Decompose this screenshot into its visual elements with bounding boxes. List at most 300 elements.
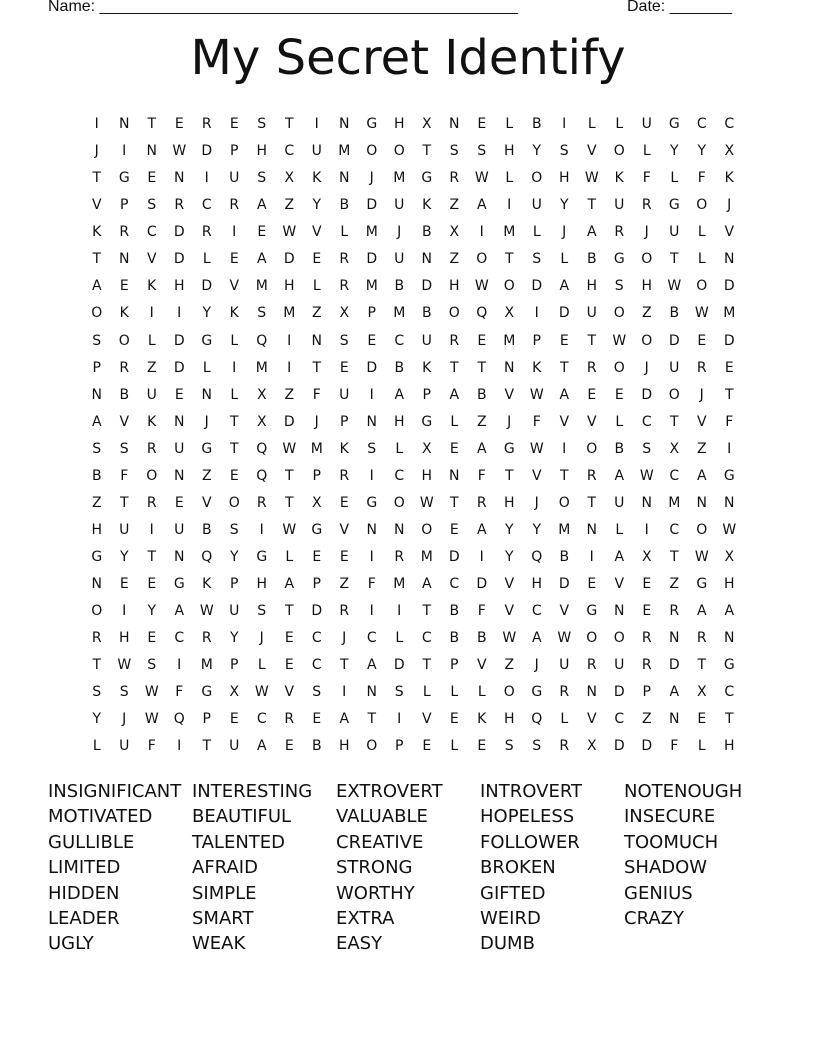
grid-letter: V bbox=[284, 684, 295, 701]
grid-letter: O bbox=[366, 143, 378, 160]
grid-letter: M bbox=[668, 494, 681, 511]
grid-letter: G bbox=[201, 332, 213, 349]
grid-letter: W bbox=[639, 467, 654, 484]
grid-letter: R bbox=[476, 494, 487, 511]
grid-letter: A bbox=[256, 738, 267, 755]
grid-letter: Y bbox=[92, 711, 102, 728]
grid-letter: Y bbox=[119, 549, 129, 565]
grid-letter: T bbox=[669, 549, 679, 565]
word-bank-item: EASY bbox=[336, 933, 383, 955]
grid-letter: L bbox=[505, 116, 514, 132]
grid-row bbox=[83, 358, 743, 385]
grid-letter: M bbox=[558, 521, 571, 538]
grid-letter: G bbox=[531, 684, 543, 701]
grid-letter: U bbox=[614, 494, 625, 511]
grid-letter: R bbox=[559, 684, 570, 701]
grid-letter: H bbox=[723, 738, 735, 755]
grid-letter: E bbox=[449, 440, 459, 457]
grid-letter: H bbox=[421, 467, 433, 484]
grid-letter: D bbox=[613, 738, 625, 755]
grid-letter: Z bbox=[146, 359, 157, 376]
grid-letter: O bbox=[146, 467, 158, 484]
grid-letter: N bbox=[586, 521, 597, 538]
grid-letter: G bbox=[668, 116, 680, 132]
grid-letter: J bbox=[397, 224, 402, 241]
word-bank-item: NOTENOUGH bbox=[624, 781, 743, 802]
grid-letter: I bbox=[287, 332, 292, 349]
grid-letter: D bbox=[723, 278, 735, 295]
grid-letter: M bbox=[393, 305, 406, 322]
grid-letter: B bbox=[201, 521, 212, 538]
grid-letter: T bbox=[284, 116, 294, 132]
grid-letter: I bbox=[177, 657, 182, 674]
grid-letter: N bbox=[311, 332, 322, 349]
grid-letter: N bbox=[586, 684, 597, 701]
grid-letter: E bbox=[284, 738, 294, 755]
word-bank-item: SHADOW bbox=[624, 857, 708, 879]
grid-letter: A bbox=[586, 224, 597, 241]
grid-letter: L bbox=[147, 332, 156, 349]
grid-letter: P bbox=[642, 684, 651, 701]
grid-letter: R bbox=[641, 657, 652, 674]
grid-letter: C bbox=[696, 116, 707, 132]
grid-letter: L bbox=[615, 521, 624, 538]
grid-letter: X bbox=[311, 494, 322, 511]
grid-letter: H bbox=[256, 576, 268, 593]
grid-letter: D bbox=[641, 738, 653, 755]
grid-letter: U bbox=[669, 224, 680, 241]
grid-letter: Y bbox=[532, 521, 542, 538]
grid-letter: D bbox=[531, 278, 543, 295]
grid-letter: D bbox=[173, 224, 185, 241]
grid-letter: G bbox=[586, 603, 598, 620]
grid-letter: F bbox=[532, 413, 541, 430]
grid-letter: A bbox=[724, 603, 735, 620]
grid-letter: G bbox=[723, 467, 735, 484]
grid-letter: U bbox=[311, 143, 322, 160]
grid-letter: K bbox=[532, 359, 542, 376]
grid-letter: K bbox=[147, 413, 157, 430]
grid-letter: A bbox=[174, 603, 185, 620]
grid-letter: K bbox=[339, 440, 349, 457]
grid-letter: C bbox=[449, 576, 460, 593]
grid-letter: N bbox=[201, 386, 212, 403]
grid-letter: Q bbox=[173, 711, 185, 728]
grid-letter: G bbox=[173, 576, 185, 593]
grid-letter: K bbox=[477, 711, 487, 728]
grid-letter: G bbox=[366, 494, 378, 511]
grid-letter: D bbox=[283, 251, 295, 268]
grid-letter: Q bbox=[476, 305, 488, 322]
grid-letter: O bbox=[118, 332, 130, 349]
grid-letter: L bbox=[230, 386, 239, 403]
grid-letter: I bbox=[589, 549, 594, 565]
grid-letter: R bbox=[146, 494, 157, 511]
word-bank-item: WEIRD bbox=[480, 907, 541, 929]
grid-letter: V bbox=[421, 711, 432, 728]
grid-letter: O bbox=[668, 386, 680, 403]
grid-letter: E bbox=[477, 738, 487, 755]
grid-letter: R bbox=[449, 170, 460, 187]
grid-letter: D bbox=[173, 332, 185, 349]
grid-letter: C bbox=[284, 143, 295, 160]
grid-letter: T bbox=[559, 359, 569, 376]
grid-letter: I bbox=[232, 224, 237, 241]
grid-letter: B bbox=[421, 305, 432, 322]
word-bank-item: VALUABLE bbox=[336, 806, 428, 828]
grid-letter: I bbox=[369, 467, 374, 484]
grid-letter: S bbox=[642, 440, 652, 457]
grid-letter: X bbox=[284, 170, 295, 187]
grid-letter: E bbox=[724, 359, 734, 376]
grid-letter: E bbox=[284, 630, 294, 647]
grid-letter: M bbox=[310, 440, 323, 457]
grid-letter: B bbox=[614, 440, 625, 457]
grid-letter: X bbox=[641, 549, 652, 565]
grid-letter: N bbox=[174, 467, 185, 484]
grid-letter: C bbox=[146, 224, 157, 241]
word-bank-row bbox=[48, 780, 768, 805]
grid-letter: S bbox=[504, 738, 514, 755]
grid-row bbox=[83, 628, 743, 655]
grid-letter: J bbox=[122, 711, 127, 728]
grid-letter: S bbox=[92, 440, 102, 457]
grid-letter: J bbox=[562, 224, 567, 241]
grid-letter: V bbox=[696, 413, 707, 430]
grid-letter: M bbox=[503, 224, 516, 241]
grid-letter: B bbox=[449, 630, 460, 647]
grid-letter: E bbox=[559, 332, 569, 349]
grid-letter: L bbox=[642, 143, 651, 160]
grid-letter: U bbox=[641, 116, 652, 132]
grid-letter: V bbox=[504, 386, 515, 403]
grid-row bbox=[83, 141, 743, 168]
grid-letter: I bbox=[259, 521, 264, 538]
grid-letter: Y bbox=[229, 630, 239, 647]
grid-letter: Y bbox=[669, 143, 679, 160]
grid-letter: H bbox=[586, 278, 598, 295]
grid-letter: I bbox=[479, 549, 484, 565]
grid-letter: X bbox=[696, 684, 707, 701]
grid-letter: G bbox=[668, 197, 680, 214]
grid-letter: W bbox=[694, 305, 709, 322]
grid-letter: U bbox=[146, 386, 157, 403]
grid-letter: Z bbox=[504, 657, 515, 674]
grid-letter: N bbox=[339, 116, 350, 132]
grid-letter: W bbox=[419, 494, 434, 511]
grid-letter: W bbox=[612, 332, 627, 349]
grid-letter: R bbox=[174, 197, 185, 214]
grid-letter: W bbox=[694, 549, 709, 565]
grid-letter: E bbox=[229, 116, 239, 132]
grid-letter: Z bbox=[91, 494, 102, 511]
grid-letter: R bbox=[119, 224, 130, 241]
grid-letter: M bbox=[200, 657, 213, 674]
grid-letter: G bbox=[91, 549, 103, 565]
grid-letter: U bbox=[421, 332, 432, 349]
grid-letter: S bbox=[367, 440, 377, 457]
grid-letter: I bbox=[479, 224, 484, 241]
grid-letter: N bbox=[339, 170, 350, 187]
grid-letter: C bbox=[641, 413, 652, 430]
grid-letter: Z bbox=[311, 305, 322, 322]
grid-letter: X bbox=[586, 738, 597, 755]
page-title: My Secret Identify bbox=[190, 30, 626, 86]
grid-letter: O bbox=[448, 305, 460, 322]
grid-letter: G bbox=[421, 413, 433, 430]
grid-letter: E bbox=[174, 116, 184, 132]
grid-letter: K bbox=[724, 170, 734, 187]
grid-letter: S bbox=[92, 332, 102, 349]
grid-letter: S bbox=[477, 143, 487, 160]
grid-letter: P bbox=[230, 143, 239, 160]
word-bank-item: LEADER bbox=[48, 907, 120, 929]
grid-letter: G bbox=[723, 657, 735, 674]
grid-letter: J bbox=[644, 359, 649, 376]
grid-letter: E bbox=[312, 549, 322, 565]
grid-letter: U bbox=[559, 657, 570, 674]
grid-letter: U bbox=[394, 251, 405, 268]
grid-letter: C bbox=[256, 711, 267, 728]
grid-letter: E bbox=[422, 738, 432, 755]
word-bank-item: MOTIVATED bbox=[48, 806, 153, 828]
grid-letter: V bbox=[119, 413, 130, 430]
grid-letter: E bbox=[642, 603, 652, 620]
grid-letter: P bbox=[120, 197, 129, 214]
grid-letter: S bbox=[257, 603, 267, 620]
grid-letter: B bbox=[559, 549, 570, 565]
grid-row bbox=[83, 168, 743, 195]
grid-letter: M bbox=[393, 576, 406, 593]
grid-letter: N bbox=[174, 413, 185, 430]
grid-letter: P bbox=[532, 332, 541, 349]
grid-letter: E bbox=[284, 657, 294, 674]
grid-letter: M bbox=[283, 305, 296, 322]
grid-letter: B bbox=[394, 359, 405, 376]
grid-letter: K bbox=[147, 278, 157, 295]
grid-letter: O bbox=[696, 521, 708, 538]
grid-letter: H bbox=[503, 711, 515, 728]
grid-letter: C bbox=[531, 603, 542, 620]
grid-letter: V bbox=[201, 494, 212, 511]
letter-grid bbox=[83, 114, 743, 764]
grid-letter: E bbox=[614, 386, 624, 403]
grid-letter: T bbox=[284, 467, 294, 484]
grid-letter: F bbox=[642, 170, 651, 187]
word-bank-item: GENIUS bbox=[624, 882, 693, 904]
grid-letter: U bbox=[119, 738, 130, 755]
grid-letter: S bbox=[257, 170, 267, 187]
grid-letter: P bbox=[340, 413, 349, 430]
grid-letter: P bbox=[422, 386, 431, 403]
grid-letter: E bbox=[147, 170, 157, 187]
grid-letter: W bbox=[282, 440, 297, 457]
grid-letter: A bbox=[476, 521, 487, 538]
word-bank-item: FOLLOWER bbox=[480, 831, 580, 853]
grid-letter: D bbox=[558, 576, 570, 593]
grid-letter: O bbox=[558, 494, 570, 511]
grid-letter: S bbox=[614, 278, 624, 295]
grid-letter: C bbox=[174, 630, 185, 647]
grid-letter: U bbox=[229, 170, 240, 187]
grid-letter: R bbox=[256, 494, 267, 511]
grid-letter: T bbox=[504, 467, 514, 484]
grid-letter: W bbox=[282, 521, 297, 538]
grid-letter: B bbox=[586, 251, 597, 268]
grid-letter: O bbox=[503, 684, 515, 701]
grid-letter: W bbox=[144, 684, 159, 701]
grid-letter: K bbox=[119, 305, 129, 322]
grid-letter: V bbox=[559, 603, 570, 620]
grid-letter: W bbox=[557, 630, 572, 647]
grid-letter: S bbox=[559, 143, 569, 160]
grid-letter: E bbox=[229, 711, 239, 728]
grid-letter: H bbox=[641, 278, 653, 295]
word-bank-row bbox=[48, 805, 768, 830]
grid-letter: K bbox=[92, 224, 102, 241]
grid-letter: Z bbox=[201, 467, 212, 484]
grid-letter: R bbox=[586, 657, 597, 674]
grid-letter: O bbox=[366, 738, 378, 755]
grid-letter: U bbox=[669, 359, 680, 376]
grid-letter: T bbox=[504, 251, 514, 268]
grid-letter: R bbox=[119, 359, 130, 376]
word-bank-item: INSECURE bbox=[624, 806, 716, 828]
grid-letter: Z bbox=[449, 197, 460, 214]
grid-letter: A bbox=[476, 197, 487, 214]
grid-letter: R bbox=[339, 278, 350, 295]
grid-letter: T bbox=[422, 657, 432, 674]
grid-letter: L bbox=[587, 116, 596, 132]
grid-letter: N bbox=[614, 603, 625, 620]
grid-letter: R bbox=[394, 549, 405, 565]
word-bank-item: GULLIBLE bbox=[48, 831, 135, 853]
grid-letter: C bbox=[421, 630, 432, 647]
grid-letter: V bbox=[91, 197, 102, 214]
grid-letter: A bbox=[669, 684, 680, 701]
grid-letter: E bbox=[449, 521, 459, 538]
grid-letter: H bbox=[723, 576, 735, 593]
grid-letter: L bbox=[230, 332, 239, 349]
grid-letter: J bbox=[699, 386, 704, 403]
word-bank-item: GIFTED bbox=[480, 882, 546, 904]
grid-letter: C bbox=[669, 521, 680, 538]
word-bank-item: INSIGNIFICANT bbox=[48, 781, 182, 802]
grid-letter: T bbox=[147, 116, 157, 132]
grid-letter: J bbox=[534, 494, 539, 511]
grid-letter: Y bbox=[229, 549, 239, 565]
word-bank-item: SIMPLE bbox=[192, 882, 257, 904]
grid-letter: M bbox=[255, 278, 268, 295]
grid-letter: W bbox=[722, 521, 737, 538]
grid-letter: R bbox=[669, 603, 680, 620]
grid-letter: N bbox=[174, 549, 185, 565]
grid-letter: X bbox=[724, 143, 735, 160]
grid-letter: I bbox=[314, 116, 319, 132]
grid-letter: W bbox=[474, 170, 489, 187]
grid-letter: J bbox=[94, 143, 99, 160]
grid-letter: L bbox=[477, 684, 486, 701]
grid-letter: R bbox=[696, 630, 707, 647]
grid-letter: Z bbox=[669, 576, 680, 593]
grid-letter: F bbox=[120, 467, 129, 484]
grid-letter: H bbox=[393, 116, 405, 132]
grid-letter: L bbox=[697, 224, 706, 241]
grid-letter: R bbox=[641, 197, 652, 214]
grid-letter: R bbox=[696, 359, 707, 376]
word-bank-item: EXTROVERT bbox=[336, 781, 443, 802]
grid-letter: S bbox=[119, 684, 129, 701]
grid-letter: I bbox=[562, 440, 567, 457]
grid-row bbox=[83, 412, 743, 439]
grid-letter: E bbox=[587, 576, 597, 593]
grid-letter: J bbox=[369, 170, 374, 187]
grid-letter: T bbox=[422, 143, 432, 160]
grid-letter: R bbox=[201, 630, 212, 647]
grid-row bbox=[83, 114, 743, 141]
grid-row bbox=[83, 574, 743, 601]
grid-letter: Y bbox=[504, 521, 514, 538]
grid-letter: L bbox=[615, 413, 624, 430]
grid-letter: H bbox=[393, 413, 405, 430]
grid-letter: Z bbox=[284, 386, 295, 403]
word-bank-item: BEAUTIFUL bbox=[192, 806, 292, 828]
grid-letter: S bbox=[339, 332, 349, 349]
grid-letter: Q bbox=[531, 711, 543, 728]
grid-letter: S bbox=[449, 143, 459, 160]
grid-letter: A bbox=[614, 467, 625, 484]
grid-letter: O bbox=[476, 251, 488, 268]
grid-letter: E bbox=[697, 332, 707, 349]
grid-letter: H bbox=[173, 278, 185, 295]
grid-letter: Y bbox=[147, 603, 157, 620]
grid-letter: H bbox=[256, 143, 268, 160]
grid-letter: C bbox=[614, 711, 625, 728]
grid-letter: J bbox=[534, 657, 539, 674]
grid-letter: T bbox=[587, 494, 597, 511]
grid-letter: A bbox=[696, 603, 707, 620]
grid-row bbox=[83, 466, 743, 493]
grid-letter: M bbox=[503, 332, 516, 349]
word-bank-row bbox=[48, 907, 768, 932]
header bbox=[48, 0, 748, 18]
grid-letter: J bbox=[507, 413, 512, 430]
grid-letter: J bbox=[314, 413, 319, 430]
grid-row bbox=[83, 222, 743, 249]
grid-letter: O bbox=[641, 332, 653, 349]
grid-letter: Y bbox=[312, 197, 322, 214]
grid-letter: W bbox=[584, 170, 599, 187]
grid-letter: O bbox=[613, 305, 625, 322]
grid-letter: U bbox=[614, 657, 625, 674]
grid-letter: G bbox=[201, 684, 213, 701]
grid-letter: T bbox=[559, 467, 569, 484]
grid-letter: W bbox=[144, 711, 159, 728]
grid-row bbox=[83, 709, 743, 736]
word-bank-item: EXTRA bbox=[336, 907, 395, 929]
grid-letter: A bbox=[366, 657, 377, 674]
grid-row bbox=[83, 439, 743, 466]
grid-letter: I bbox=[177, 305, 182, 322]
grid-letter: O bbox=[613, 143, 625, 160]
grid-letter: E bbox=[174, 386, 184, 403]
grid-letter: T bbox=[339, 657, 349, 674]
grid-letter: E bbox=[229, 251, 239, 268]
grid-letter: L bbox=[395, 630, 404, 647]
grid-letter: L bbox=[92, 738, 101, 755]
grid-letter: R bbox=[641, 630, 652, 647]
grid-letter: H bbox=[503, 494, 515, 511]
